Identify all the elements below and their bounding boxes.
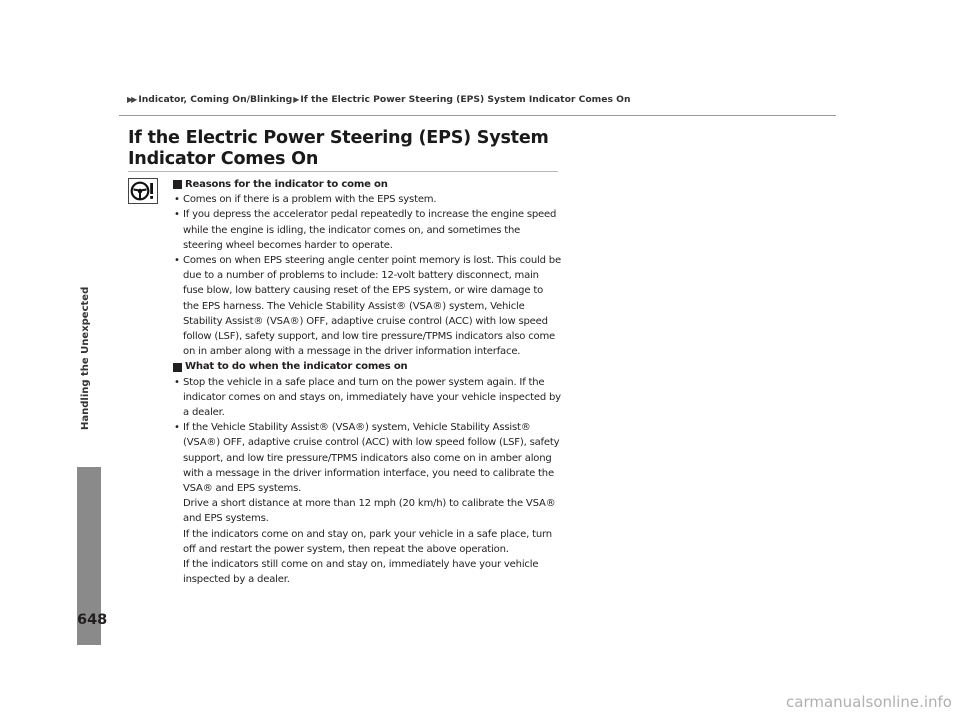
page-number: 648 — [77, 612, 108, 628]
paragraph: If the indicators come on and stay on, park your vehicle in a safe place, turn off and restart the power system, then repeat the above operation. — [183, 528, 552, 555]
main-content — [173, 177, 561, 587]
list-item: • Stop the vehicle in a safe place and turn on the power system again. If the indicator comes on and stays on, immediately have your vehicle inspected by a dealer. — [173, 375, 561, 421]
section-heading — [173, 359, 561, 374]
list-item: • Comes on when EPS steering angle center point memory is lost. This could be due to a number of problems to include: 12-volt battery disconnect, main fuse blow, low battery causing reset of the EPS system, or wire damage to the EPS harness. The Vehicle Stability Assist® (VSA®) system, Vehicle Stability Assist® (VSA®) OFF, adaptive cruise control (ACC) with low speed follow (LSF), safety support, and low tire pressure/TPMS indicators also come on in amber along with a message in the driver information interface. — [173, 253, 561, 359]
square-bullet-icon — [173, 363, 182, 372]
breadcrumb-arrow-icon: ▶ — [293, 95, 298, 104]
breadcrumb — [127, 94, 630, 105]
title-divider — [128, 171, 558, 172]
paragraph: Drive a short distance at more than 12 mph (20 km/h) to calibrate the VSA® and EPS systems. — [183, 498, 556, 525]
reasons-list — [173, 192, 561, 359]
breadcrumb-arrow-icon: ▶▶ — [127, 95, 136, 104]
actions-list — [173, 375, 561, 497]
watermark[interactable]: carmanualsonline.info — [786, 693, 952, 711]
page-title: If the Electric Power Steering (EPS) System Indicator Comes On — [128, 128, 549, 169]
square-bullet-icon — [173, 180, 182, 189]
section-heading — [173, 177, 561, 192]
paragraph: If the indicators still come on and stay on, immediately have your vehicle inspected by a dealer. — [183, 559, 539, 586]
list-item: • If the Vehicle Stability Assist® (VSA®) system, Vehicle Stability Assist® (VSA®) OFF, adaptive cruise control (ACC) with low speed follow (LSF), safety support, and low tire pressure/TPMS indicators also come on in amber along with a message in the driver information interface, you need to calibrate the VSA® and EPS systems. — [173, 420, 561, 496]
list-item: • Comes on if there is a problem with the EPS system. — [173, 192, 561, 207]
section-heading-text: Reasons for the indicator to come on — [185, 179, 388, 190]
breadcrumb-item[interactable]: If the Electric Power Steering (EPS) System Indicator Comes On — [300, 94, 631, 105]
breadcrumb-item[interactable]: Indicator, Coming On/Blinking — [138, 94, 293, 105]
eps-warning-icon — [128, 178, 158, 204]
section-heading-text: What to do when the indicator comes on — [185, 361, 408, 373]
sidebar-section-label: Handling the Unexpected — [80, 286, 91, 430]
header-divider — [119, 115, 836, 116]
list-item: • If you depress the accelerator pedal repeatedly to increase the engine speed while the engine is idling, the indicator comes on, and sometimes the steering wheel becomes harder to operate. — [173, 207, 561, 253]
